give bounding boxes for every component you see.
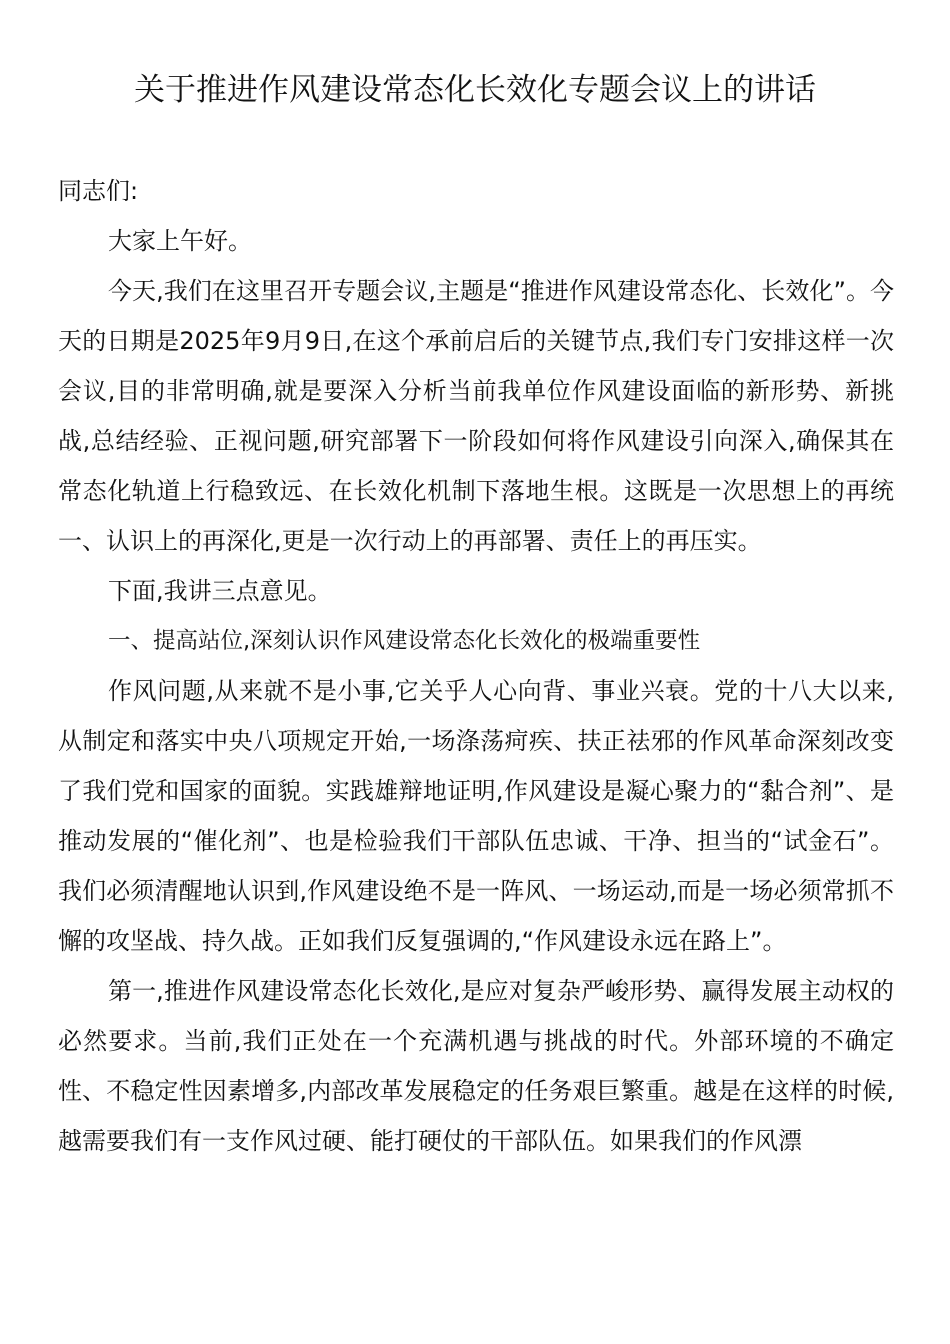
section-heading-1: 一、提高站位,深刻认识作风建设常态化长效化的极端重要性 [108,628,701,654]
salutation: 同志们: [58,177,139,205]
document-body [58,166,894,1166]
paragraph-outline: 下面,我讲三点意见。 [108,577,332,605]
paragraph-point-1: 第一,推进作风建设常态化长效化,是应对复杂严峻形势、赢得发展主动权的必然要求。当前,我们正处在一个充满机遇与挑战的时代。外部环境的不确定性、不稳定性因素增多,内部改革发展稳定的任务艰巨繁重。越是在这样的时候,越需要我们有一支作风过硬、能打硬仗的干部队伍。如果我们的作风漂 [58,977,894,1155]
paragraph-section-1: 作风问题,从来就不是小事,它关乎人心向背、事业兴衰。党的十八大以来,从制定和落实中央八项规定开始,一场涤荡疴疾、扶正祛邪的作风革命深刻改变了我们党和国家的面貌。实践雄辩地证明,作风建设是凝心聚力的“黏合剂”、是推动发展的“催化剂”、也是检验我们干部队伍忠诚、干净、担当的“试金石”。我们必须清醒地认识到,作风建设绝不是一阵风、一场运动,而是一场必须常抓不懈的攻坚战、持久战。正如我们反复强调的,“作风建设永远在路上”。 [58,677,894,955]
document-title: 关于推进作风建设常态化长效化专题会议上的讲话 [134,72,816,108]
paragraph-greeting: 大家上午好。 [108,227,252,255]
paragraph-intro: 今天,我们在这里召开专题会议,主题是“推进作风建设常态化、长效化”。今天的日期是2025年9月9日,在这个承前启后的关键节点,我们专门安排这样一次会议,目的非常明确,就是要深入分析当前我单位作风建设面临的新形势、新挑战,总结经验、正视问题,研究部署下一阶段如何将作风建设引向深入,确保其在常态化轨道上行稳致远、在长效化机制下落地生根。这既是一次思想上的再统一、认识上的再深化,更是一次行动上的再部署、责任上的再压实。 [58,277,894,555]
